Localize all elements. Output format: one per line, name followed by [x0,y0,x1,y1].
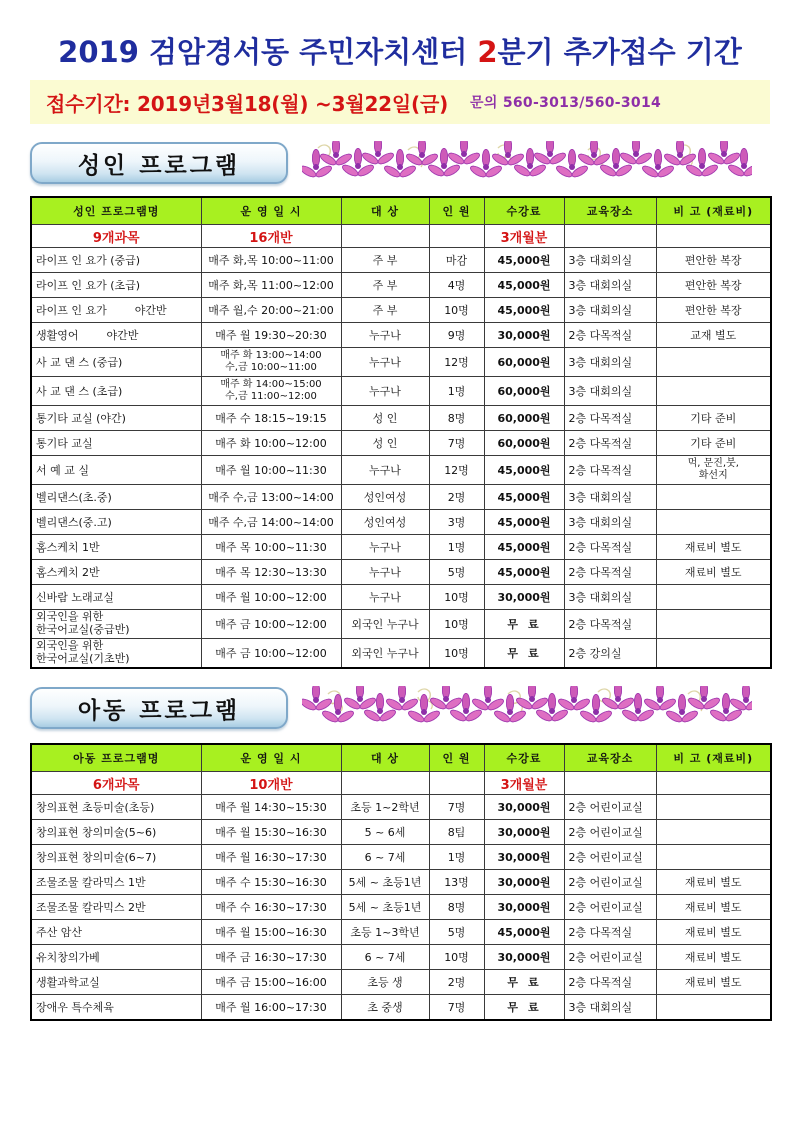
schedule-cell: 매주 화 10:00~12:00 [201,431,341,456]
kids-col-time: 운 영 일 시 [201,744,341,772]
capacity-cell: 13명 [429,870,484,895]
schedule-cell: 매주 월 16:30~17:30 [201,845,341,870]
adult-summary-row [31,225,771,248]
flower-band-svg-kids [302,686,752,730]
table-row [31,970,771,995]
target-cell: 누구나 [341,585,429,610]
note-cell [656,377,771,406]
adult-section-badge [30,142,288,184]
adult-summary-blank-note [656,225,771,248]
fee-cell: 45,000원 [484,535,564,560]
table-row [31,431,771,456]
location-cell: 3층 대회의실 [564,348,656,377]
schedule-cell: 매주 월 14:30~15:30 [201,795,341,820]
schedule-cell: 매주 금 16:30~17:30 [201,945,341,970]
capacity-cell: 7명 [429,431,484,456]
capacity-cell: 12명 [429,456,484,485]
capacity-cell: 3명 [429,510,484,535]
schedule-cell: 매주 목 10:00~11:30 [201,535,341,560]
program-name-cell: 통기타 교실 [31,431,201,456]
kids-col-name: 아동 프로그램명 [31,744,201,772]
note-cell: 재료비 별도 [656,945,771,970]
adult-badge-label: 성인 프로그램 [77,152,241,179]
program-name-cell: 생활영어 야간반 [31,323,201,348]
adult-col-cap: 인 원 [429,197,484,225]
table-row [31,485,771,510]
table-row [31,323,771,348]
note-cell: 기타 준비 [656,406,771,431]
adult-table-body [31,225,771,669]
location-cell: 2층 다목적실 [564,535,656,560]
kids-summary-blank-target [341,772,429,795]
adult-table-header-row [31,197,771,225]
location-cell: 2층 다목적실 [564,406,656,431]
program-name-cell: 창의표현 창의미술(6~7) [31,845,201,870]
capacity-cell: 마감 [429,248,484,273]
adult-col-fee: 수강료 [484,197,564,225]
table-row [31,298,771,323]
location-cell: 3층 대회의실 [564,510,656,535]
program-name-cell: 외국인을 위한 한국어교실(기초반) [31,639,201,669]
location-cell: 3층 대회의실 [564,298,656,323]
target-cell: 성 인 [341,406,429,431]
program-name-cell: 벨리댄스(초.중) [31,485,201,510]
target-cell: 성인여성 [341,485,429,510]
location-cell: 2층 다목적실 [564,560,656,585]
fee-cell: 무료 [484,610,564,639]
main-title-text [58,30,742,71]
table-row [31,945,771,970]
schedule-cell: 매주 수 16:30~17:30 [201,895,341,920]
kids-col-cap: 인 원 [429,744,484,772]
registration-banner [30,80,770,124]
fee-cell: 45,000원 [484,248,564,273]
program-name-cell: 신바람 노래교실 [31,585,201,610]
kids-program-table [30,743,772,1021]
capacity-cell: 9명 [429,323,484,348]
location-cell: 3층 대회의실 [564,377,656,406]
capacity-cell: 2명 [429,970,484,995]
schedule-cell: 매주 수 18:15~19:15 [201,406,341,431]
note-cell [656,585,771,610]
capacity-cell: 8팀 [429,820,484,845]
fee-cell: 45,000원 [484,560,564,585]
kids-fee-period: 3개월분 [484,772,564,795]
target-cell: 누구나 [341,535,429,560]
schedule-cell: 매주 금 15:00~16:00 [201,970,341,995]
capacity-cell: 10명 [429,585,484,610]
note-cell: 편안한 복장 [656,248,771,273]
kids-subject-count: 6개과목 [31,772,201,795]
program-name-cell: 생활과학교실 [31,970,201,995]
program-name-cell: 유치창의가베 [31,945,201,970]
target-cell: 외국인 누구나 [341,639,429,669]
note-cell [656,610,771,639]
location-cell: 2층 어린이교실 [564,870,656,895]
table-row [31,406,771,431]
note-cell [656,639,771,669]
target-cell: 6 ~ 7세 [341,945,429,970]
location-cell: 3층 대회의실 [564,273,656,298]
schedule-cell: 매주 수 15:30~16:30 [201,870,341,895]
table-row [31,585,771,610]
schedule-cell: 매주 월 15:00~16:30 [201,920,341,945]
adult-summary-blank-place [564,225,656,248]
note-cell: 편안한 복장 [656,298,771,323]
table-row [31,273,771,298]
table-row [31,560,771,585]
program-name-cell: 사 교 댄 스 (중급) [31,348,201,377]
program-name-cell: 홈스케치 2반 [31,560,201,585]
location-cell: 2층 다목적실 [564,920,656,945]
fee-cell: 45,000원 [484,298,564,323]
capacity-cell: 1명 [429,845,484,870]
schedule-cell: 매주 월 16:00~17:30 [201,995,341,1021]
location-cell: 3층 대회의실 [564,995,656,1021]
capacity-cell: 2명 [429,485,484,510]
note-cell: 재료비 별도 [656,560,771,585]
note-cell: 재료비 별도 [656,870,771,895]
kids-class-count: 10개반 [201,772,341,795]
fee-cell: 무료 [484,639,564,669]
capacity-cell: 4명 [429,273,484,298]
fee-cell: 30,000원 [484,795,564,820]
note-cell: 재료비 별도 [656,895,771,920]
fee-cell: 45,000원 [484,510,564,535]
location-cell: 2층 강의실 [564,639,656,669]
fee-cell: 무료 [484,970,564,995]
program-name-cell: 통기타 교실 (야간) [31,406,201,431]
fee-cell: 60,000원 [484,406,564,431]
schedule-cell: 매주 화 13:00~14:00 수,금 10:00~11:00 [201,348,341,377]
schedule-cell: 매주 월 10:00~11:30 [201,456,341,485]
note-cell: 먹, 문진,붓, 화선지 [656,456,771,485]
note-cell [656,348,771,377]
schedule-cell: 매주 화,목 11:00~12:00 [201,273,341,298]
note-cell: 재료비 별도 [656,920,771,945]
note-cell: 교재 별도 [656,323,771,348]
program-name-cell: 라이프 인 요가 야간반 [31,298,201,323]
note-cell [656,995,771,1021]
kids-summary-blank-place [564,772,656,795]
target-cell: 누구나 [341,456,429,485]
capacity-cell: 10명 [429,298,484,323]
table-row [31,995,771,1021]
target-cell: 5세 ~ 초등1년 [341,895,429,920]
table-row [31,895,771,920]
schedule-cell: 매주 월 19:30~20:30 [201,323,341,348]
schedule-cell: 매주 금 10:00~12:00 [201,639,341,669]
schedule-cell: 매주 수,금 14:00~14:00 [201,510,341,535]
title-accent-quarter: 2 [477,35,498,69]
location-cell: 2층 어린이교실 [564,845,656,870]
adult-subject-count: 9개과목 [31,225,201,248]
target-cell: 초등 1~2학년 [341,795,429,820]
capacity-cell: 7명 [429,795,484,820]
location-cell: 3층 대회의실 [564,585,656,610]
adult-col-target: 대 상 [341,197,429,225]
program-name-cell: 창의표현 창의미술(5~6) [31,820,201,845]
location-cell: 2층 다목적실 [564,456,656,485]
target-cell: 누구나 [341,560,429,585]
fee-cell: 30,000원 [484,895,564,920]
schedule-cell: 매주 화,목 10:00~11:00 [201,248,341,273]
location-cell: 2층 어린이교실 [564,895,656,920]
target-cell: 초등 생 [341,970,429,995]
program-name-cell: 홈스케치 1반 [31,535,201,560]
schedule-cell: 매주 금 10:00~12:00 [201,610,341,639]
adult-section-header [30,140,770,186]
target-cell: 초등 1~3학년 [341,920,429,945]
table-row [31,377,771,406]
table-row [31,820,771,845]
capacity-cell: 5명 [429,560,484,585]
page-title [30,0,770,71]
kids-summary-blank-cap [429,772,484,795]
schedule-cell: 매주 월 10:00~12:00 [201,585,341,610]
adult-col-time: 운 영 일 시 [201,197,341,225]
location-cell: 2층 어린이교실 [564,945,656,970]
target-cell: 초 중생 [341,995,429,1021]
title-part-1: 2019 검암경서동 주민자치센터 [58,35,478,69]
schedule-cell: 매주 수,금 13:00~14:00 [201,485,341,510]
note-cell: 재료비 별도 [656,970,771,995]
kids-table-header-row [31,744,771,772]
fee-cell: 45,000원 [484,273,564,298]
target-cell: 누구나 [341,377,429,406]
title-part-2: 분기 추가접수 기간 [497,35,742,69]
table-row [31,535,771,560]
flower-decoration-adult [302,141,770,185]
note-cell: 재료비 별도 [656,535,771,560]
target-cell: 성 인 [341,431,429,456]
schedule-cell: 매주 화 14:00~15:00 수,금 11:00~12:00 [201,377,341,406]
target-cell: 누구나 [341,348,429,377]
fee-cell: 30,000원 [484,870,564,895]
program-name-cell: 라이프 인 요가 (중급) [31,248,201,273]
kids-section-badge [30,687,288,729]
location-cell: 3층 대회의실 [564,485,656,510]
table-row [31,248,771,273]
kids-table-body [31,772,771,1021]
target-cell: 6 ~ 7세 [341,845,429,870]
capacity-cell: 1명 [429,535,484,560]
adult-col-note: 비 고 (재료비) [656,197,771,225]
location-cell: 2층 다목적실 [564,970,656,995]
table-row [31,510,771,535]
fee-cell: 무료 [484,995,564,1021]
note-cell: 기타 준비 [656,431,771,456]
fee-cell: 45,000원 [484,456,564,485]
program-name-cell: 창의표현 초등미술(초등) [31,795,201,820]
fee-cell: 30,000원 [484,945,564,970]
table-row [31,639,771,669]
capacity-cell: 7명 [429,995,484,1021]
adult-fee-period: 3개월분 [484,225,564,248]
program-name-cell: 벨리댄스(중.고) [31,510,201,535]
kids-badge-label: 아동 프로그램 [77,697,241,724]
fee-cell: 60,000원 [484,377,564,406]
table-row [31,870,771,895]
adult-col-name: 성인 프로그램명 [31,197,201,225]
schedule-cell: 매주 월 15:30~16:30 [201,820,341,845]
target-cell: 5 ~ 6세 [341,820,429,845]
table-row [31,610,771,639]
contact-phone: 문의 560-3013/560-3014 [470,95,662,111]
location-cell: 2층 다목적실 [564,431,656,456]
program-name-cell: 장애우 특수체육 [31,995,201,1021]
program-name-cell: 외국인을 위한 한국어교실(중급반) [31,610,201,639]
flower-band-svg-adult [302,141,752,185]
schedule-cell: 매주 월,수 20:00~21:00 [201,298,341,323]
program-name-cell: 사 교 댄 스 (초급) [31,377,201,406]
capacity-cell: 10명 [429,639,484,669]
fee-cell: 60,000원 [484,348,564,377]
fee-cell: 45,000원 [484,920,564,945]
program-name-cell: 조물조물 칼라믹스 1반 [31,870,201,895]
kids-section-header [30,685,770,731]
registration-period: 접수기간: 2019년3월18(월) ~3월22일(금) [46,91,449,116]
adult-program-table [30,196,772,669]
kids-col-place: 교육장소 [564,744,656,772]
flower-decoration-kids [302,686,770,730]
capacity-cell: 8명 [429,895,484,920]
note-cell [656,795,771,820]
kids-summary-blank-note [656,772,771,795]
fee-cell: 30,000원 [484,820,564,845]
table-row [31,456,771,485]
kids-col-note: 비 고 (재료비) [656,744,771,772]
table-row [31,845,771,870]
note-cell [656,845,771,870]
adult-summary-blank-cap [429,225,484,248]
adult-class-count: 16개반 [201,225,341,248]
capacity-cell: 10명 [429,610,484,639]
target-cell: 누구나 [341,323,429,348]
capacity-cell: 8명 [429,406,484,431]
program-name-cell: 서 예 교 실 [31,456,201,485]
location-cell: 2층 다목적실 [564,323,656,348]
note-cell [656,510,771,535]
kids-col-target: 대 상 [341,744,429,772]
location-cell: 2층 어린이교실 [564,795,656,820]
schedule-cell: 매주 목 12:30~13:30 [201,560,341,585]
capacity-cell: 1명 [429,377,484,406]
target-cell: 성인여성 [341,510,429,535]
capacity-cell: 5명 [429,920,484,945]
location-cell: 2층 어린이교실 [564,820,656,845]
target-cell: 외국인 누구나 [341,610,429,639]
fee-cell: 30,000원 [484,323,564,348]
program-name-cell: 주산 암산 [31,920,201,945]
table-row [31,795,771,820]
target-cell: 주 부 [341,298,429,323]
kids-col-fee: 수강료 [484,744,564,772]
note-cell [656,485,771,510]
target-cell: 주 부 [341,273,429,298]
kids-summary-row [31,772,771,795]
note-cell: 편안한 복장 [656,273,771,298]
fee-cell: 30,000원 [484,845,564,870]
program-name-cell: 라이프 인 요가 (초급) [31,273,201,298]
location-cell: 3층 대회의실 [564,248,656,273]
capacity-cell: 10명 [429,945,484,970]
fee-cell: 45,000원 [484,485,564,510]
adult-summary-blank-target [341,225,429,248]
table-row [31,348,771,377]
fee-cell: 60,000원 [484,431,564,456]
capacity-cell: 12명 [429,348,484,377]
target-cell: 5세 ~ 초등1년 [341,870,429,895]
program-name-cell: 조물조물 칼라믹스 2반 [31,895,201,920]
location-cell: 2층 다목적실 [564,610,656,639]
note-cell [656,820,771,845]
table-row [31,920,771,945]
target-cell: 주 부 [341,248,429,273]
adult-col-place: 교육장소 [564,197,656,225]
fee-cell: 30,000원 [484,585,564,610]
